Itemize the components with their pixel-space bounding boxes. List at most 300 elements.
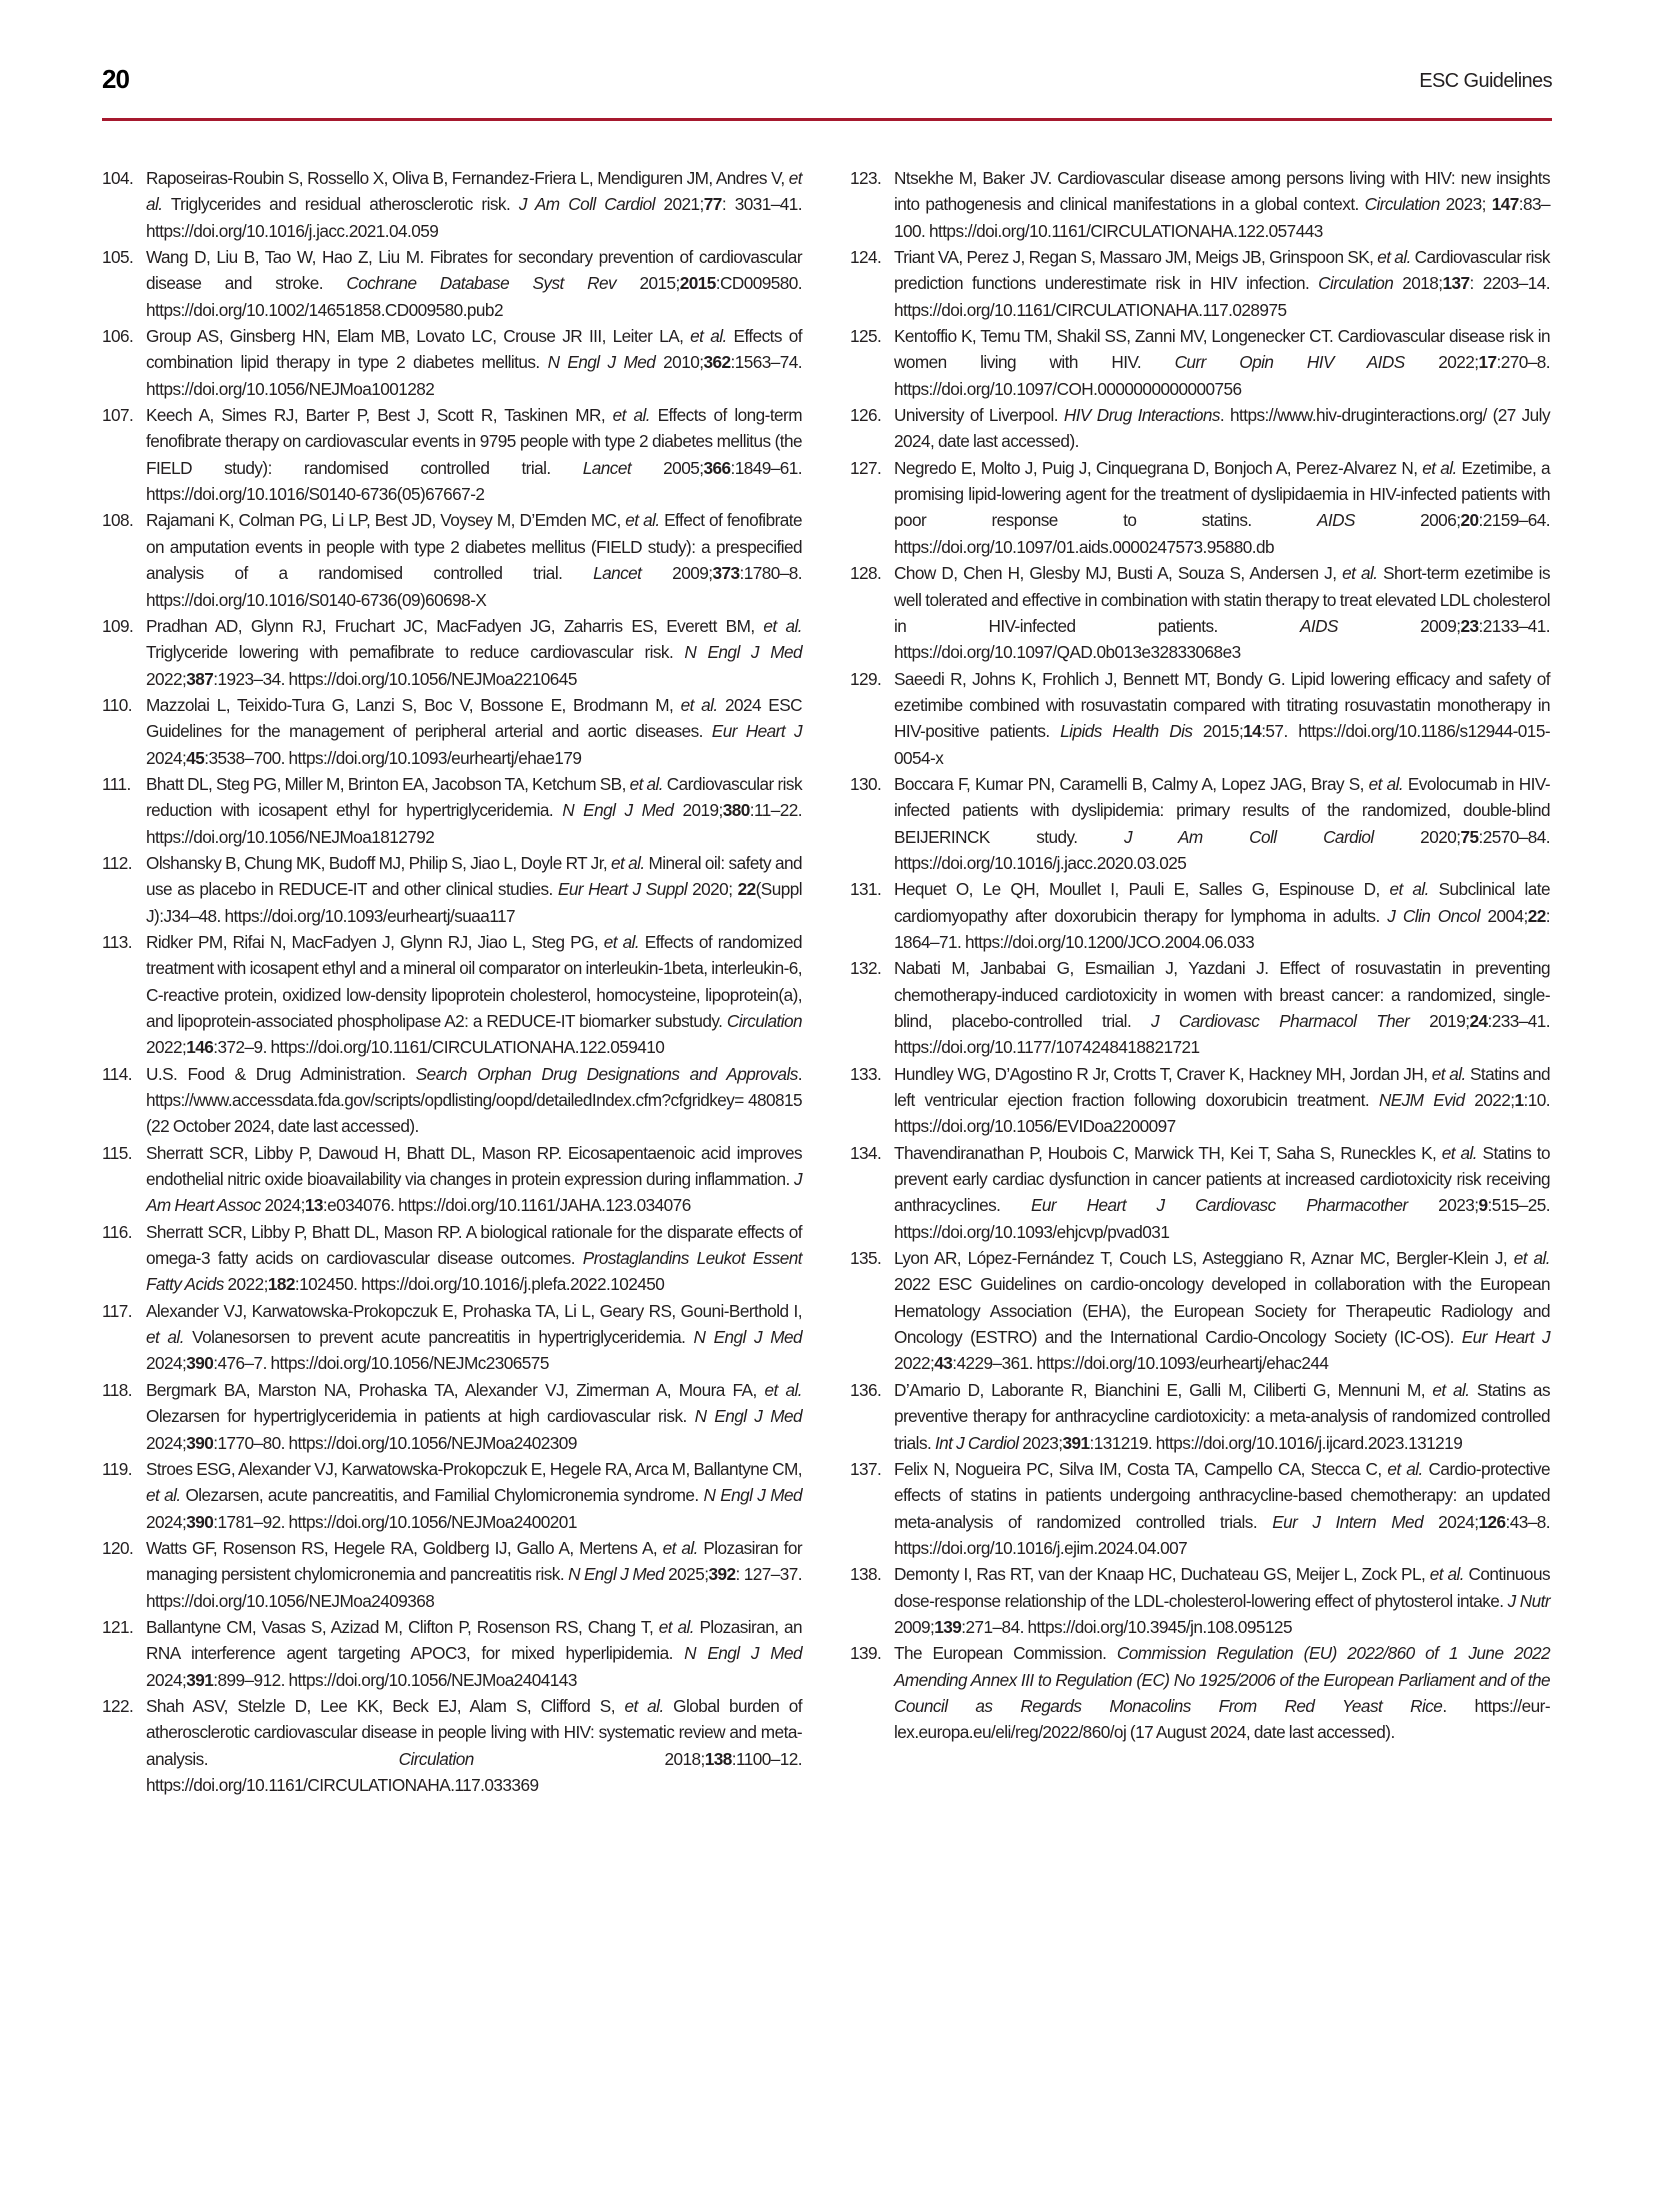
reference-volume: 380 xyxy=(722,800,750,821)
reference-text: Nabati M, Janbabai G, Esmailian J, Yazdani J. Effect of rosuvastatin in preventing chemotherapy-induced cardiotoxicity in women with breast cancer: a randomized, single-blind, placebo-controlled trial. xyxy=(894,958,1550,1031)
references-column-left xyxy=(102,165,802,1798)
reference-text: :2570–84. https://doi.org/10.1016/j.jacc.2020.03.025 xyxy=(894,826,1550,873)
running-head: ESC Guidelines xyxy=(1419,70,1552,92)
reference-text: 2019; xyxy=(1409,1011,1470,1031)
reference-volume: 366 xyxy=(703,457,731,478)
reference-entry xyxy=(850,1561,1550,1640)
reference-text: Volanesorsen to prevent acute pancreatitis in hypertriglyceridemia. xyxy=(183,1327,694,1348)
reference-text: :1563–74. https://doi.org/10.1056/NEJMoa1001282 xyxy=(146,352,802,399)
reference-number: 120. xyxy=(102,1537,134,1558)
reference-text: 2023; xyxy=(1439,194,1492,215)
reference-text: :CD009580. https://doi.org/10.1002/14651858.CD009580.pub2 xyxy=(146,273,802,320)
reference-entry xyxy=(850,165,1550,244)
reference-entry xyxy=(102,1456,802,1535)
reference-number: 114. xyxy=(102,1063,132,1084)
reference-volume: 2015 xyxy=(679,273,716,294)
reference-text: 2004; xyxy=(1479,905,1528,926)
reference-italic-text: Search Orphan Drug Designations and Approvals xyxy=(415,1063,798,1084)
reference-text: Triglyceride lowering with pemafibrate to reduce cardiovascular risk. xyxy=(146,642,685,663)
reference-italic-text: Lancet xyxy=(582,457,632,478)
reference-number: 127. xyxy=(850,457,882,478)
reference-italic-text: N Engl J Med xyxy=(693,1327,802,1348)
reference-text: :271–84. https://doi.org/10.3945/jn.108.095125 xyxy=(961,1616,1292,1637)
reference-text: 2015; xyxy=(1192,721,1244,742)
reference-number: 116. xyxy=(102,1221,132,1242)
reference-number: 131. xyxy=(850,879,882,900)
reference-number: 135. xyxy=(850,1248,882,1269)
reference-text: Triant VA, Perez J, Regan S, Massaro JM, Meigs JB, Grinspoon SK, xyxy=(894,247,1378,268)
reference-number: 112. xyxy=(102,852,132,873)
reference-entry xyxy=(102,1140,802,1219)
reference-text: Ezetimibe, a promising lipid-lowering agent for the treatment of dyslipidaemia in HIV-infected patients with poor response to statins. xyxy=(894,457,1550,531)
reference-entry xyxy=(850,1456,1550,1561)
reference-entry xyxy=(102,1614,802,1693)
reference-italic-text: Circulation xyxy=(726,1011,802,1031)
reference-volume: 75 xyxy=(1460,826,1479,847)
reference-text: 2009; xyxy=(1337,615,1461,636)
reference-entry xyxy=(102,929,802,1061)
reference-text: 2010; xyxy=(655,352,704,373)
reference-volume: 392 xyxy=(708,1564,736,1585)
reference-entry xyxy=(102,850,802,929)
reference-text: Effect of fenofibrate on amputation events in people with type 2 diabetes mellitus (FIELD study): a prespecified analysis of a randomised controlled trial. xyxy=(146,510,802,584)
reference-italic-text: et al. xyxy=(1368,773,1404,794)
reference-number: 111. xyxy=(102,773,131,794)
reference-entry xyxy=(102,165,802,244)
references-column-right xyxy=(850,165,1550,1746)
reference-text: :2159–64. https://doi.org/10.1097/01.aids.0000247573.95880.db xyxy=(894,510,1550,557)
reference-volume: 24 xyxy=(1469,1011,1488,1031)
reference-text: 2006; xyxy=(1354,510,1461,531)
reference-text: Statins as preventive therapy for anthracycline cardiotoxicity: a meta-analysis of randomized controlled trials. xyxy=(894,1379,1550,1453)
reference-number: 124. xyxy=(850,247,882,268)
reference-text: . https://www.hiv-druginteractions.org/ (27 July 2024, date last accessed). xyxy=(894,405,1550,452)
reference-italic-text: AIDS xyxy=(1316,510,1355,531)
reference-text: Rajamani K, Colman PG, Li LP, Best JD, Voysey M, D’Emden MC, xyxy=(146,510,626,531)
reference-text: Ballantyne CM, Vasas S, Azizad M, Clifton P, Rosenson RS, Chang T, xyxy=(146,1616,659,1637)
reference-italic-text: Circulation xyxy=(398,1748,474,1769)
reference-text: :1849–61. https://doi.org/10.1016/S0140-6736(05)67667-2 xyxy=(146,457,802,505)
reference-entry xyxy=(102,244,802,323)
reference-italic-text: N Engl J Med xyxy=(703,1485,802,1506)
reference-text: Mineral oil: safety and use as placebo in REDUCE-IT and other clinical studies. xyxy=(146,852,802,900)
reference-volume: 147 xyxy=(1491,194,1519,215)
reference-text: Demonty I, Ras RT, van der Knaap HC, Duchateau GS, Meijer L, Zock PL, xyxy=(894,1564,1430,1585)
reference-text: Saeedi R, Johns K, Frohlich J, Bennett MT, Bondy G. Lipid lowering efficacy and safety of ezetimibe combined with rosuvastatin compared with titrating rosuvastatin monotherapy in HIV-positive patients. xyxy=(894,668,1550,742)
reference-entry xyxy=(102,1219,802,1298)
reference-italic-text: J Am Coll Cardiol xyxy=(518,194,655,215)
reference-text: Effects of combination lipid therapy in type 2 diabetes mellitus. xyxy=(146,326,802,373)
reference-entry xyxy=(102,1535,802,1614)
reference-text: : 3031–41. https://doi.org/10.1016/j.jacc.2021.04.059 xyxy=(146,194,802,241)
reference-italic-text: HIV Drug Interactions xyxy=(1063,405,1220,426)
reference-text: 2023; xyxy=(1407,1195,1479,1216)
reference-text: Subclinical late cardiomyopathy after doxorubicin therapy for lymphoma in adults. xyxy=(894,879,1550,926)
reference-text: :1923–34. https://doi.org/10.1056/NEJMoa2210645 xyxy=(213,668,577,689)
reference-number: 119. xyxy=(102,1458,132,1479)
reference-italic-text: AIDS xyxy=(1300,615,1338,636)
reference-number: 134. xyxy=(850,1142,882,1163)
reference-text: Shah ASV, Stelzle D, Lee KK, Beck EJ, Alam S, Clifford S, xyxy=(146,1695,625,1716)
reference-entry xyxy=(850,955,1550,1060)
reference-entry xyxy=(102,1061,802,1140)
reference-italic-text: et al. xyxy=(624,1695,664,1716)
reference-text: Continuous dose-response relationship of the LDL-cholesterol-lowering effect of phytosterol intake. xyxy=(894,1564,1550,1611)
reference-entry xyxy=(850,560,1550,665)
reference-text: :102450. https://doi.org/10.1016/j.plefa.2022.102450 xyxy=(294,1274,665,1295)
reference-text: 2018; xyxy=(1393,273,1443,294)
reference-volume: 17 xyxy=(1478,352,1497,373)
reference-text: (Suppl J):J34–48. https://doi.org/10.1093/eurheartj/suaa117 xyxy=(146,879,802,926)
reference-volume: 138 xyxy=(704,1748,732,1769)
reference-text: Felix N, Nogueira PC, Silva IM, Costa TA, Campello CA, Stecca C, xyxy=(894,1458,1388,1479)
reference-text: Hundley WG, D’Agostino R Jr, Crotts T, Craver K, Hackney MH, Jordan JH, xyxy=(894,1063,1432,1084)
reference-text: Chow D, Chen H, Glesby MJ, Busti A, Souza S, Andersen J, xyxy=(894,563,1343,584)
reference-text: Raposeiras-Roubin S, Rossello X, Oliva B, Fernandez-Friera L, Mendiguren JM, Andres V, xyxy=(146,168,789,188)
reference-volume: 390 xyxy=(186,1353,214,1374)
reference-italic-text: et al. xyxy=(1389,879,1429,900)
reference-text: Mazzolai L, Teixido-Tura G, Lanzi S, Boc V, Bossone E, Brodmann M, xyxy=(146,694,681,715)
reference-text: 2019; xyxy=(673,800,723,821)
reference-text: :515–25. https://doi.org/10.1093/ehjcvp/pvad031 xyxy=(894,1195,1550,1242)
reference-italic-text: et al. xyxy=(1377,247,1411,268)
reference-italic-text: et al. xyxy=(1432,1379,1470,1400)
reference-number: 118. xyxy=(102,1379,132,1400)
reference-volume: 13 xyxy=(304,1195,323,1216)
reference-text: 2022 ESC Guidelines on cardio-oncology developed in collaboration with the European Hematology Association (EHA), the European Society for Therapeutic Radiology and Oncology (ESTRO) and the International Cardio-Oncology Society (IC-OS). xyxy=(894,1274,1550,1348)
reference-italic-text: et al. xyxy=(612,405,650,426)
reference-italic-text: Circulation xyxy=(1318,273,1394,294)
reference-italic-text: Cochrane Database Syst Rev xyxy=(346,273,617,294)
reference-text: Sherratt SCR, Libby P, Bhatt DL, Mason RP. A biological rationale for the disparate effects of omega-3 fatty acids on cardiovascular disease outcomes. xyxy=(146,1221,802,1269)
reference-number: 109. xyxy=(102,615,134,636)
reference-entry xyxy=(850,771,1550,876)
reference-entry xyxy=(850,666,1550,771)
reference-entry xyxy=(850,1245,1550,1377)
reference-italic-text: Curr Opin HIV AIDS xyxy=(1174,352,1405,373)
reference-text: 2005; xyxy=(631,457,704,478)
reference-text: Ntsekhe M, Baker JV. Cardiovascular disease among persons living with HIV: new insights into pathogenesis and clinical manifestations in a global context. xyxy=(894,168,1550,215)
reference-text: Plozasiran, an RNA interference agent targeting APOC3, for mixed hyperlipidemia. xyxy=(146,1616,802,1664)
reference-number: 108. xyxy=(102,510,134,531)
reference-italic-text: et al. xyxy=(146,1327,184,1348)
reference-number: 132. xyxy=(850,958,882,979)
reference-italic-text: Int J Cardiol xyxy=(934,1432,1019,1453)
reference-text: Global burden of atherosclerotic cardiovascular disease in people living with HIV: systematic review and meta-analysis. xyxy=(146,1695,802,1769)
reference-number: 125. xyxy=(850,326,882,347)
reference-text: 2023; xyxy=(1018,1432,1063,1453)
reference-text: :131219. https://doi.org/10.1016/j.ijcard.2023.131219 xyxy=(1089,1432,1463,1453)
reference-text: Boccara F, Kumar PN, Caramelli B, Calmy A, Lopez JAG, Bray S, xyxy=(894,773,1369,794)
reference-text: Thavendiranathan P, Houbois C, Marwick TH, Kei T, Saha S, Runeckles K, xyxy=(894,1142,1442,1163)
reference-text: 2024 ESC Guidelines for the management of peripheral arterial and aortic diseases. xyxy=(146,694,802,742)
header-rule xyxy=(102,118,1552,121)
reference-number: 139. xyxy=(850,1643,882,1664)
reference-entry xyxy=(850,1140,1550,1245)
reference-text: The European Commission. xyxy=(894,1643,1117,1664)
reference-text: :1770–80. https://doi.org/10.1056/NEJMoa2402309 xyxy=(213,1432,577,1453)
reference-number: 121. xyxy=(102,1616,134,1637)
reference-volume: 390 xyxy=(186,1511,214,1532)
reference-text: Watts GF, Rosenson RS, Hegele RA, Goldberg IJ, Gallo A, Mertens A, xyxy=(146,1537,663,1558)
reference-number: 122. xyxy=(102,1695,134,1716)
reference-number: 138. xyxy=(850,1564,882,1585)
reference-entry xyxy=(102,1693,802,1798)
reference-volume: 77 xyxy=(703,194,722,215)
reference-text: :83–100. https://doi.org/10.1161/CIRCULATIONAHA.122.057443 xyxy=(894,194,1550,241)
reference-italic-text: Eur Heart J xyxy=(1461,1327,1550,1348)
reference-italic-text: et al. xyxy=(629,773,664,794)
reference-text: Statins and left ventricular ejection fraction following doxorubicin treatment. xyxy=(894,1063,1551,1111)
reference-text: Stroes ESG, Alexander VJ, Karwatowska-Prokopczuk E, Hegele RA, Arca M, Ballantyne CM, xyxy=(146,1458,802,1479)
reference-italic-text: Lipids Health Dis xyxy=(1060,721,1193,742)
reference-text: :270–8. https://doi.org/10.1097/COH.0000000000000756 xyxy=(894,352,1550,399)
reference-text: 2022; xyxy=(1404,352,1479,373)
reference-text: 2024; xyxy=(146,1511,187,1532)
reference-italic-text: Prostaglandins Leukot Essent Fatty Acids xyxy=(146,1248,802,1295)
reference-volume: 20 xyxy=(1460,510,1479,531)
reference-italic-text: et al. xyxy=(1513,1248,1550,1269)
reference-volume: 182 xyxy=(267,1274,295,1295)
reference-volume: 1 xyxy=(1514,1090,1524,1111)
reference-italic-text: et al. xyxy=(611,852,645,873)
reference-number: 128. xyxy=(850,563,882,584)
reference-number: 113. xyxy=(102,931,132,952)
reference-italic-text: et al. xyxy=(1387,1458,1423,1479)
reference-number: 137. xyxy=(850,1458,882,1479)
reference-text: 2022; xyxy=(1464,1090,1515,1111)
reference-number: 123. xyxy=(850,168,882,188)
reference-volume: 43 xyxy=(934,1353,953,1374)
reference-text: Evolocumab in HIV-infected patients with dyslipidemia: primary results of the randomized, double-blind BEIJERINCK study. xyxy=(894,773,1550,847)
reference-text: 2024; xyxy=(1423,1511,1479,1532)
reference-italic-text: et al. xyxy=(1342,563,1378,584)
reference-number: 104. xyxy=(102,168,134,188)
reference-italic-text: Lancet xyxy=(593,563,642,584)
reference-italic-text: J Am Heart Assoc xyxy=(146,1169,802,1216)
reference-text: 2022; xyxy=(894,1353,935,1374)
reference-text: 2024; xyxy=(146,1353,187,1374)
reference-text: :2133–41. https://doi.org/10.1097/QAD.0b013e32833068e3 xyxy=(894,615,1550,663)
reference-entry xyxy=(850,402,1550,455)
reference-number: 106. xyxy=(102,326,134,347)
reference-number: 133. xyxy=(850,1063,882,1084)
reference-volume: 390 xyxy=(186,1432,214,1453)
reference-italic-text: J Am Coll Cardiol xyxy=(1124,826,1374,847)
reference-italic-text: N Engl J Med xyxy=(684,642,802,663)
reference-text: :57. https://doi.org/10.1186/s12944-015-0054-x xyxy=(894,721,1550,768)
reference-text: 2021; xyxy=(654,194,704,215)
reference-entry xyxy=(850,1061,1550,1140)
reference-volume: 22 xyxy=(1527,905,1546,926)
reference-italic-text: J Nutr xyxy=(1507,1590,1551,1611)
reference-text: Alexander VJ, Karwatowska-Prokopczuk E, Prohaska TA, Li L, Geary RS, Gouni-Berthold I, xyxy=(146,1300,802,1321)
reference-text: :10. https://doi.org/10.1056/EVIDoa2200097 xyxy=(894,1090,1550,1137)
reference-text: Cardio-protective effects of statins in patients undergoing anthracycline-based chemotherapy: an updated meta-analysis of randomized controlled trials. xyxy=(894,1458,1551,1532)
reference-entry xyxy=(102,507,802,612)
reference-italic-text: Circulation xyxy=(1364,194,1440,215)
reference-italic-text: et al. xyxy=(603,931,640,952)
reference-text: 2024; xyxy=(146,1669,187,1690)
reference-text: : 2203–14. https://doi.org/10.1161/CIRCULATIONAHA.117.028975 xyxy=(894,273,1550,320)
reference-text: Bhatt DL, Steg PG, Miller M, Brinton EA, Jacobson TA, Ketchum SB, xyxy=(146,773,630,794)
reference-text: . https://www.accessdata.fda.gov/scripts/opdlisting/oopd/detailedIndex.cfm?cfgridkey= 480815 (22 October 2024, date last accessed). xyxy=(146,1063,802,1137)
reference-italic-text: et al. xyxy=(658,1616,694,1637)
reference-text: Ridker PM, Rifai N, MacFadyen J, Glynn RJ, Jiao L, Steg PG, xyxy=(146,931,604,952)
reference-text: Cardiovascular risk reduction with icosapent ethyl for hypertriglyceridemia. xyxy=(146,773,802,821)
reference-italic-text: Commission Regulation (EU) 2022/860 of 1 June 2022 Amending Annex III to Regulation (EC) No 1925/2006 of the European Parliament and of the Council as Regards Monacolins From Red Yeast Rice xyxy=(894,1643,1550,1716)
page-number: 20 xyxy=(102,64,129,94)
reference-text: Wang D, Liu B, Tao W, Hao Z, Liu M. Fibrates for secondary prevention of cardiovascular disease and stroke. xyxy=(146,247,802,294)
reference-volume: 362 xyxy=(703,352,731,373)
reference-italic-text: et al. xyxy=(1422,457,1457,478)
reference-text: Olezarsen for hypertriglyceridemia in patients at high cardiovascular risk. xyxy=(146,1406,695,1427)
reference-italic-text: N Engl J Med xyxy=(547,352,656,373)
reference-text: U.S. Food & Drug Administration. xyxy=(146,1063,416,1084)
reference-italic-text: et al. xyxy=(690,326,727,347)
reference-text: :1780–8. https://doi.org/10.1016/S0140-6736(09)60698-X xyxy=(146,563,802,610)
reference-text: :372–9. https://doi.org/10.1161/CIRCULATIONAHA.122.059410 xyxy=(213,1037,665,1058)
reference-text: 2018; xyxy=(473,1748,705,1769)
reference-text: :1781–92. https://doi.org/10.1056/NEJMoa2400201 xyxy=(213,1511,577,1532)
reference-text: :233–41. https://doi.org/10.1177/1074248418821721 xyxy=(894,1011,1550,1058)
reference-entry xyxy=(102,323,802,402)
reference-number: 107. xyxy=(102,405,134,426)
reference-text: :899–912. https://doi.org/10.1056/NEJMoa2404143 xyxy=(213,1669,577,1690)
reference-text: . https://eur-lex.europa.eu/eli/reg/2022/860/oj (17 August 2024, date last accessed). xyxy=(894,1695,1550,1743)
reference-italic-text: et al. xyxy=(1429,1564,1465,1585)
reference-volume: 45 xyxy=(186,747,205,768)
reference-entry xyxy=(102,771,802,850)
reference-volume: 23 xyxy=(1460,615,1479,636)
reference-entry xyxy=(102,1377,802,1456)
reference-text: 2020; xyxy=(687,879,738,900)
reference-text: :11–22. https://doi.org/10.1056/NEJMoa1812792 xyxy=(146,800,802,847)
reference-number: 105. xyxy=(102,247,134,268)
reference-italic-text: et al. xyxy=(680,694,718,715)
reference-text: :e034076. https://doi.org/10.1161/JAHA.123.034076 xyxy=(322,1195,691,1216)
reference-text: Pradhan AD, Glynn RJ, Fruchart JC, MacFadyen JG, Zaharris ES, Everett BM, xyxy=(146,615,764,636)
reference-italic-text: Eur Heart J xyxy=(711,721,802,742)
reference-text: :4229–361. https://doi.org/10.1093/eurheartj/ehac244 xyxy=(952,1353,1329,1374)
reference-volume: 391 xyxy=(186,1669,214,1690)
reference-entry xyxy=(102,402,802,507)
reference-entry xyxy=(850,323,1550,402)
reference-entry xyxy=(850,1377,1550,1456)
reference-number: 110. xyxy=(102,694,132,715)
reference-italic-text: et al. xyxy=(764,1379,802,1400)
reference-italic-text: et al. xyxy=(1431,1063,1466,1084)
reference-entry xyxy=(102,1298,802,1377)
reference-text: Short-term ezetimibe is well tolerated and effective in combination with statin therapy to treat elevated LDL cholesterol in HIV-infected patients. xyxy=(894,563,1550,636)
reference-text: Statins to prevent early cardiac dysfunction in cancer patients at increased cardiotoxicity risk receiving anthracyclines. xyxy=(894,1142,1550,1216)
reference-text: 2025; xyxy=(664,1564,709,1585)
reference-number: 130. xyxy=(850,773,882,794)
reference-italic-text: N Engl J Med xyxy=(562,800,674,821)
reference-italic-text: et al. xyxy=(1441,1142,1478,1163)
reference-text: Keech A, Simes RJ, Barter P, Best J, Scott R, Taskinen MR, xyxy=(146,405,613,426)
reference-number: 117. xyxy=(102,1300,132,1321)
reference-italic-text: J Clin Oncol xyxy=(1387,905,1480,926)
reference-volume: 373 xyxy=(712,563,740,584)
reference-volume: 139 xyxy=(934,1616,962,1637)
reference-text: :1100–12. https://doi.org/10.1161/CIRCULATIONAHA.117.033369 xyxy=(146,1748,802,1795)
reference-volume: 146 xyxy=(186,1037,214,1058)
reference-text: Plozasiran for managing persistent chylomicronemia and pancreatitis risk. xyxy=(146,1537,803,1585)
reference-entry xyxy=(850,455,1550,560)
reference-italic-text: Eur J Intern Med xyxy=(1272,1511,1424,1532)
reference-text: Olezarsen, acute pancreatitis, and Familial Chylomicronemia syndrome. xyxy=(180,1485,704,1506)
reference-text: Bergmark BA, Marston NA, Prohaska TA, Alexander VJ, Zimerman A, Moura FA, xyxy=(146,1379,765,1400)
reference-text: Triglycerides and residual atherosclerotic risk. xyxy=(162,194,519,215)
reference-italic-text: et al. xyxy=(146,1485,181,1506)
reference-volume: 387 xyxy=(186,668,214,689)
reference-number: 115. xyxy=(102,1142,132,1163)
reference-text: Hequet O, Le QH, Moullet I, Pauli E, Salles G, Espinouse D, xyxy=(894,879,1390,900)
reference-italic-text: Eur Heart J Cardiovasc Pharmacother xyxy=(1030,1195,1408,1216)
reference-italic-text: N Engl J Med xyxy=(684,1643,802,1664)
reference-italic-text: Eur Heart J Suppl xyxy=(557,879,687,900)
reference-text: 2020; xyxy=(1373,826,1461,847)
reference-text: D’Amario D, Laborante R, Bianchini E, Galli M, Ciliberti G, Mennuni M, xyxy=(894,1379,1433,1400)
reference-text: :43–8. https://doi.org/10.1016/j.ejim.2024.04.007 xyxy=(894,1511,1550,1558)
reference-text: 2024; xyxy=(146,1432,187,1453)
reference-number: 129. xyxy=(850,668,882,689)
reference-text: 2009; xyxy=(894,1616,935,1637)
reference-number: 126. xyxy=(850,405,882,426)
reference-number: 136. xyxy=(850,1379,882,1400)
reference-text: Sherratt SCR, Libby P, Dawoud H, Bhatt DL, Mason RP. Eicosapentaenoic acid improves endothelial nitric oxide bioavailability via changes in protein expression during inflammation. xyxy=(146,1142,802,1190)
reference-text: 2015; xyxy=(616,273,680,294)
reference-text: Group AS, Ginsberg HN, Elam MB, Lovato LC, Crouse JR III, Leiter LA, xyxy=(146,326,691,347)
reference-text: :3538–700. https://doi.org/10.1093/eurheartj/ehae179 xyxy=(204,747,582,768)
reference-text: 2022; xyxy=(146,668,187,689)
reference-text: : 1864–71. https://doi.org/10.1200/JCO.2004.06.033 xyxy=(894,905,1550,952)
reference-text: Kentoffio K, Temu TM, Shakil SS, Zanni MV, Longenecker CT. Cardiovascular disease risk in women living with HIV. xyxy=(894,326,1550,373)
reference-text: 2022; xyxy=(146,1037,187,1058)
reference-volume: 14 xyxy=(1243,721,1262,742)
reference-italic-text: N Engl J Med xyxy=(694,1406,802,1427)
reference-volume: 137 xyxy=(1442,273,1470,294)
reference-text: Effects of randomized treatment with icosapent ethyl and a mineral oil comparator on interleukin-1beta, interleukin-6, C-reactive protein, oxidized low-density lipoprotein cholesterol, homocysteine, lipoprotein(a), and lipoprotein-associated phospholipase A2: a REDUCE-IT biomarker substudy. xyxy=(146,931,802,1031)
reference-text: Effects of long-term fenofibrate therapy on cardiovascular events in 9795 people with type 2 diabetes mellitus (the FIELD study): randomised controlled trial. xyxy=(146,405,802,478)
reference-entry xyxy=(850,876,1550,955)
reference-text: Cardiovascular risk prediction functions underestimate risk in HIV infection. xyxy=(894,247,1550,294)
reference-text: 2024; xyxy=(146,747,187,768)
reference-italic-text: J Cardiovasc Pharmacol Ther xyxy=(1151,1011,1410,1031)
reference-text: :476–7. https://doi.org/10.1056/NEJMc2306575 xyxy=(213,1353,549,1374)
reference-italic-text: et al. xyxy=(763,615,802,636)
reference-entry xyxy=(850,244,1550,323)
reference-volume: 126 xyxy=(1478,1511,1506,1532)
reference-text: 2022; xyxy=(223,1274,268,1295)
reference-volume: 22 xyxy=(737,879,756,900)
reference-text: Olshansky B, Chung MK, Budoff MJ, Philip S, Jiao L, Doyle RT Jr, xyxy=(146,852,612,873)
reference-italic-text: et al. xyxy=(662,1537,698,1558)
reference-text: 2024; xyxy=(260,1195,305,1216)
reference-italic-text: NEJM Evid xyxy=(1378,1090,1465,1111)
reference-volume: 391 xyxy=(1062,1432,1090,1453)
reference-text: : 127–37. https://doi.org/10.1056/NEJMoa2409368 xyxy=(146,1564,803,1611)
reference-text: 2009; xyxy=(641,563,713,584)
reference-entry xyxy=(850,1640,1550,1745)
reference-entry xyxy=(102,692,802,771)
reference-text: Lyon AR, López-Fernández T, Couch LS, Asteggiano R, Aznar MC, Bergler-Klein J, xyxy=(894,1248,1514,1269)
reference-italic-text: et al. xyxy=(146,168,802,215)
reference-text: University of Liverpool. xyxy=(894,405,1064,426)
reference-italic-text: et al. xyxy=(625,510,660,531)
reference-volume: 9 xyxy=(1478,1195,1488,1216)
